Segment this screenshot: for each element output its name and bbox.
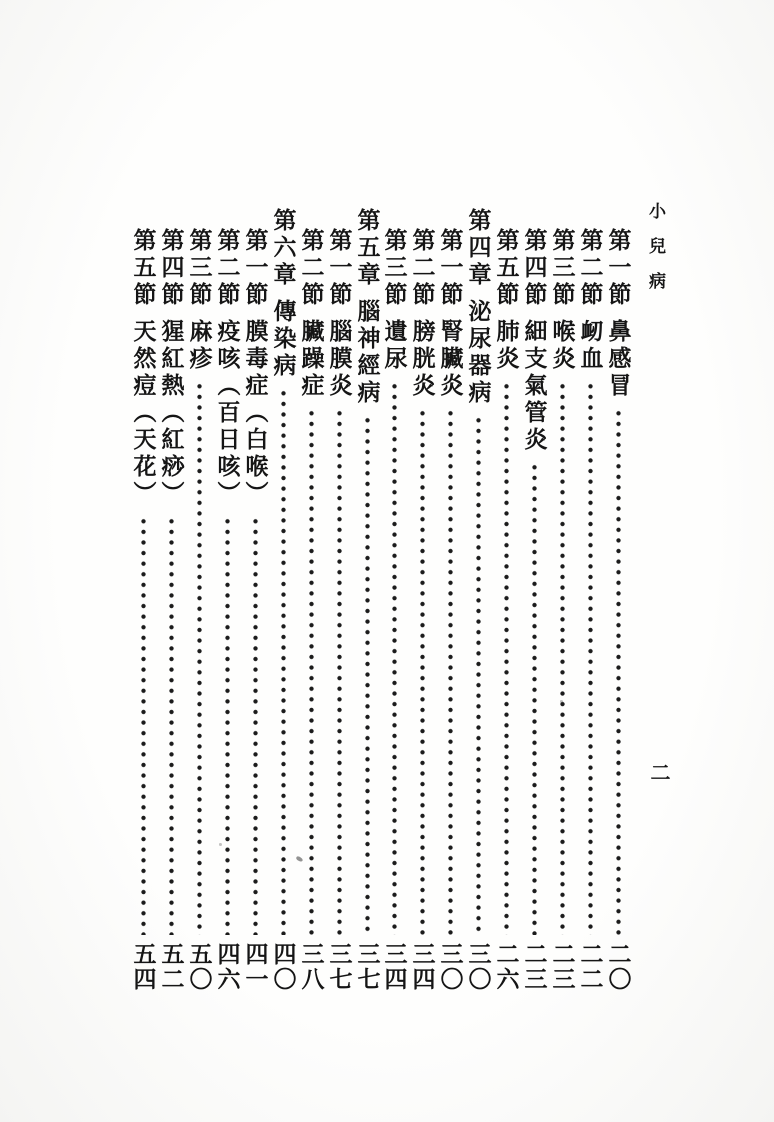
entry-label: 第六章 <box>269 208 297 289</box>
entry-title: 傳染病 <box>269 299 297 380</box>
dotted-leader <box>559 381 566 935</box>
entry-page-number: 五〇 <box>185 942 213 992</box>
dotted-leader <box>168 516 175 935</box>
entry-title: 臟躁症 <box>297 319 325 400</box>
entry-page-number: 三八 <box>297 942 325 992</box>
toc-entry <box>548 228 576 992</box>
dotted-leader <box>196 381 203 935</box>
folio-page-number: 二 <box>647 762 671 784</box>
entry-label: 第五節 <box>129 228 157 309</box>
entry-page-number: 三四 <box>408 942 436 992</box>
entry-page-number: 三〇 <box>464 942 492 992</box>
dotted-leader <box>336 408 343 935</box>
toc-entry <box>213 228 241 992</box>
entry-label: 第三節 <box>548 228 576 309</box>
dotted-leader <box>140 516 147 935</box>
toc-entry <box>520 228 548 992</box>
toc-entry <box>576 228 604 992</box>
toc-entry <box>129 228 157 992</box>
entry-title: 遺尿 <box>380 319 408 373</box>
dotted-leader <box>308 408 315 935</box>
scan-speckle <box>560 700 563 703</box>
dotted-leader <box>587 381 594 935</box>
dotted-leader <box>531 462 538 935</box>
entry-label: 第三節 <box>380 228 408 309</box>
entry-label: 第二節 <box>297 228 325 309</box>
dotted-leader <box>475 415 482 935</box>
entry-label: 第二節 <box>576 228 604 309</box>
entry-label: 第二節 <box>213 228 241 309</box>
entry-title: 腦神經病 <box>353 299 381 407</box>
entry-label: 第五節 <box>492 228 520 309</box>
entry-page-number: 三四 <box>380 942 408 992</box>
entry-label: 第一節 <box>604 228 632 309</box>
entry-title: 腎臟炎 <box>436 319 464 400</box>
dotted-leader <box>364 415 371 935</box>
entry-title: 肺炎 <box>492 319 520 373</box>
entry-page-number: 五二 <box>157 942 185 992</box>
entry-label: 第一節 <box>241 228 269 309</box>
scan-speckle <box>219 843 222 846</box>
book-title-margin: 小兒病 <box>645 202 665 307</box>
toc-entry <box>492 228 520 992</box>
dotted-leader <box>224 516 231 935</box>
toc-entry <box>241 228 269 992</box>
entry-label: 第四章 <box>464 208 492 289</box>
entry-title: 麻疹 <box>185 319 213 373</box>
entry-page-number: 二六 <box>492 942 520 992</box>
dotted-leader <box>252 516 259 935</box>
toc-entry <box>380 228 408 992</box>
dotted-leader <box>503 381 510 935</box>
entry-page-number: 二三 <box>548 942 576 992</box>
entry-title: 鼻感冒 <box>604 319 632 400</box>
dotted-leader <box>447 408 454 935</box>
entry-page-number: 二二 <box>576 942 604 992</box>
toc-entry <box>185 228 213 992</box>
entry-label: 第三節 <box>185 228 213 309</box>
entry-page-number: 三〇 <box>436 942 464 992</box>
toc-entry <box>464 208 492 992</box>
entry-title: 猩紅熱（紅痧） <box>157 319 185 508</box>
entry-title: 喉炎 <box>548 319 576 373</box>
entry-title: 疫咳（百日咳） <box>213 319 241 508</box>
entry-page-number: 二三 <box>520 942 548 992</box>
entry-label: 第五章 <box>353 208 381 289</box>
entry-page-number: 五四 <box>129 942 157 992</box>
entry-title: 細支氣管炎 <box>520 319 548 454</box>
entry-title: 膀胱炎 <box>408 319 436 400</box>
entry-title: 天然痘（天花） <box>129 319 157 508</box>
entry-title: 膜毒症（白喉） <box>241 319 269 508</box>
toc-entry <box>297 228 325 992</box>
dotted-leader <box>391 381 398 935</box>
entry-page-number: 三七 <box>353 942 381 992</box>
entry-label: 第四節 <box>157 228 185 309</box>
toc-entry <box>408 228 436 992</box>
dotted-leader <box>615 408 622 935</box>
toc-entry <box>436 228 464 992</box>
dotted-leader <box>280 388 287 935</box>
entry-page-number: 二〇 <box>604 942 632 992</box>
entry-title: 衂血 <box>576 319 604 373</box>
toc-entry <box>353 208 381 992</box>
toc-entry <box>269 208 297 992</box>
entry-label: 第一節 <box>436 228 464 309</box>
dotted-leader <box>419 408 426 935</box>
entry-label: 第一節 <box>325 228 353 309</box>
entry-page-number: 四〇 <box>269 942 297 992</box>
entry-label: 第二節 <box>408 228 436 309</box>
entry-page-number: 三七 <box>325 942 353 992</box>
entry-label: 第四節 <box>520 228 548 309</box>
toc-entry <box>157 228 185 992</box>
toc-entry <box>604 228 632 992</box>
entry-title: 腦膜炎 <box>325 319 353 400</box>
toc-entry <box>325 228 353 992</box>
entry-title: 泌尿器病 <box>464 299 492 407</box>
entry-page-number: 四六 <box>213 942 241 992</box>
entry-page-number: 四一 <box>241 942 269 992</box>
